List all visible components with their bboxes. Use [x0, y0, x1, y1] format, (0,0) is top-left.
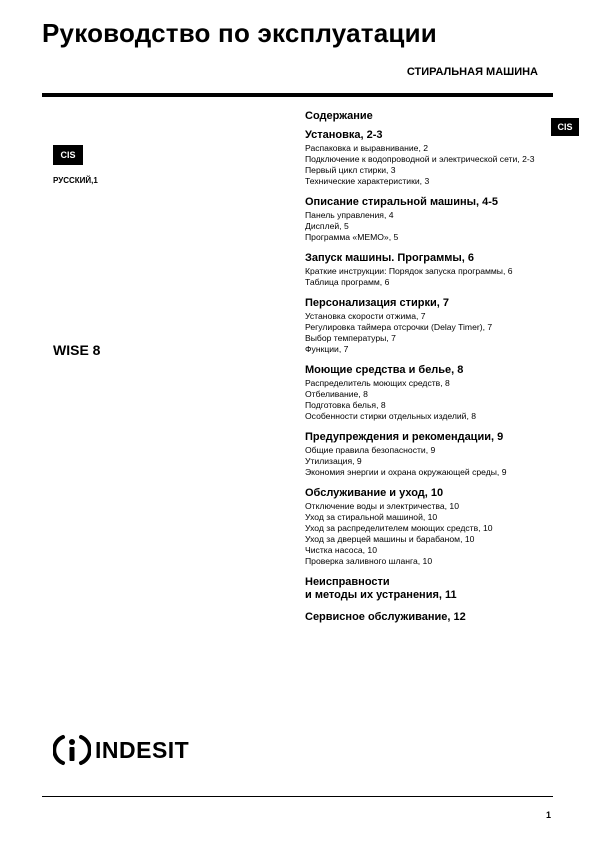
brand-wordmark: INDESIT	[95, 736, 190, 763]
language-label: РУССКИЙ,1	[53, 176, 98, 185]
toc-entry: Экономия энергии и охрана окружающей среды, 9	[305, 467, 507, 477]
toc-entry: Панель управления, 4	[305, 210, 394, 220]
page-number: 1	[545, 810, 551, 820]
toc-section	[305, 364, 555, 422]
toc-section	[305, 576, 555, 602]
toc-entry: Распаковка и выравнивание, 2	[305, 143, 429, 153]
toc-entry: Отключение воды и электричества, 10	[305, 501, 459, 511]
toc-entry: Уход за стиральной машиной, 10	[305, 512, 438, 522]
document-title: Руководство по эксплуатации	[42, 18, 437, 48]
toc-section	[305, 129, 555, 187]
toc-entry: Краткие инструкции: Порядок запуска программы, 6	[305, 266, 513, 276]
toc-entry: Первый цикл стирки, 3	[305, 165, 396, 175]
toc-section	[305, 297, 555, 355]
toc-section	[305, 611, 555, 624]
toc-entry: Выбор температуры, 7	[305, 333, 396, 343]
toc-entry: Распределитель моющих средств, 8	[305, 378, 450, 388]
toc-entry: Уход за распределителем моющих средств, 10	[305, 523, 493, 533]
footer-divider	[42, 796, 553, 797]
region-badge: CIS	[53, 145, 83, 165]
toc-entry: Подключение к водопроводной и электрической сети, 2-3	[305, 154, 535, 164]
toc-entry: Функции, 7	[305, 344, 349, 354]
toc-entry: Уход за дверцей машины и барабаном, 10	[305, 534, 475, 544]
toc-entry: Дисплей, 5	[305, 221, 349, 231]
toc-section-title: Сервисное обслуживание, 12	[305, 611, 466, 623]
model-name: WISE 8	[53, 342, 101, 358]
document-subtitle: СТИРАЛЬНАЯ МАШИНА	[406, 66, 538, 78]
toc-entry: Отбеливание, 8	[305, 389, 368, 399]
toc-heading: Содержание	[305, 110, 373, 122]
toc-sections	[305, 129, 555, 624]
toc-section-title: Запуск машины. Программы, 6	[305, 252, 475, 264]
toc-entry: Регулировка таймера отсрочки (Delay Timer), 7	[305, 322, 493, 332]
brand-logo	[53, 733, 189, 767]
toc-entry: Особенности стирки отдельных изделий, 8	[305, 411, 476, 421]
toc-section	[305, 431, 555, 478]
toc-section-title: Установка, 2-3	[305, 129, 383, 141]
toc-entry: Подготовка белья, 8	[305, 400, 386, 410]
toc-section-title: Обслуживание и уход, 10	[305, 487, 444, 499]
region-tab: CIS	[551, 118, 579, 136]
toc-section-title: Персонализация стирки, 7	[305, 297, 450, 309]
toc-section-title: Предупреждения и рекомендации, 9	[305, 431, 504, 443]
toc-section-title: Неисправности и методы их устранения, 11	[305, 576, 457, 601]
table-of-contents	[305, 110, 555, 633]
header-divider	[42, 93, 553, 97]
toc-section	[305, 252, 555, 288]
toc-entry: Чистка насоса, 10	[305, 545, 377, 555]
toc-section-title: Моющие средства и белье, 8	[305, 364, 464, 376]
toc-entry: Общие правила безопасности, 9	[305, 445, 436, 455]
toc-entry: Проверка заливного шланга, 10	[305, 556, 433, 566]
toc-section	[305, 196, 555, 243]
toc-entry: Утилизация, 9	[305, 456, 362, 466]
toc-section-title: Описание стиральной машины, 4-5	[305, 196, 499, 208]
toc-entry: Технические характеристики, 3	[305, 176, 430, 186]
indesit-logo-icon	[53, 733, 91, 767]
toc-entry: Таблица программ, 6	[305, 277, 390, 287]
toc-section	[305, 487, 555, 567]
toc-entry: Установка скорости отжима, 7	[305, 311, 426, 321]
toc-entry: Программа «MEMO», 5	[305, 232, 399, 242]
